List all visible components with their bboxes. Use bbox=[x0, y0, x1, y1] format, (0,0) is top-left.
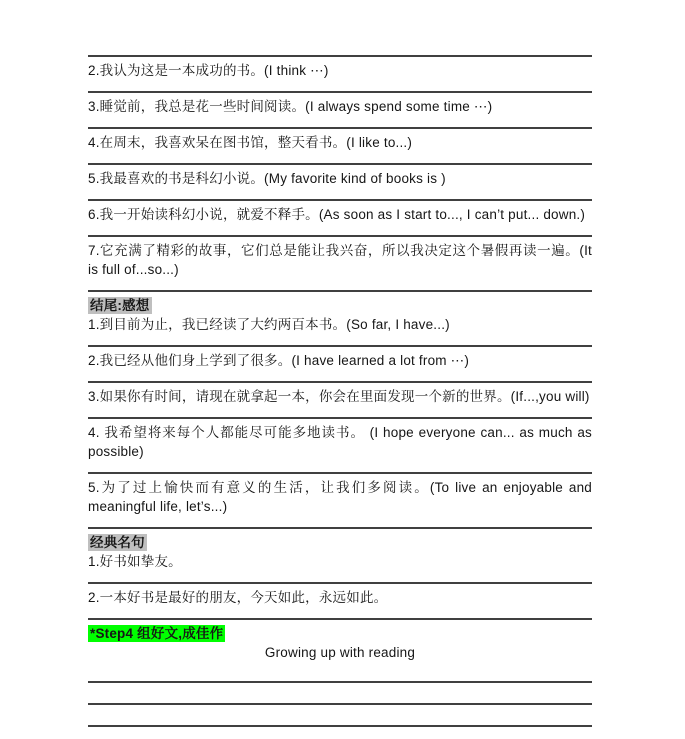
worksheet-content bbox=[88, 55, 592, 739]
horizontal-rule bbox=[88, 127, 592, 129]
section-header: 经典名句 bbox=[90, 535, 145, 550]
horizontal-rule bbox=[88, 703, 592, 705]
horizontal-rule bbox=[88, 725, 592, 727]
horizontal-rule bbox=[88, 55, 592, 57]
worksheet-row bbox=[88, 472, 592, 527]
sentence-text: 2.我已经从他们身上学到了很多。(I have learned a lot from ⋯) bbox=[88, 353, 470, 368]
blank-writing-row bbox=[88, 703, 592, 725]
worksheet-row bbox=[88, 235, 592, 290]
section-header: 结尾:感想 bbox=[90, 298, 150, 313]
horizontal-rule bbox=[88, 417, 592, 419]
sentence-text: 3.如果你有时间，请现在就拿起一本，你会在里面发现一个新的世界。(If...,you will) bbox=[88, 389, 590, 404]
horizontal-rule bbox=[88, 199, 592, 201]
horizontal-rule bbox=[88, 618, 592, 620]
worksheet-row bbox=[88, 582, 592, 618]
blank-writing-row bbox=[88, 725, 592, 739]
worksheet-row bbox=[88, 527, 592, 582]
worksheet-row bbox=[88, 91, 592, 127]
sentence-text: 1.好书如挚友。 bbox=[88, 554, 182, 569]
horizontal-rule bbox=[88, 235, 592, 237]
sentence-text: 4. 我希望将来每个人都能尽可能多地读书。 (I hope everyone can... as much as possible) bbox=[88, 425, 592, 459]
essay-title: Growing up with reading bbox=[264, 645, 416, 660]
sentence-text: 2.我认为这是一本成功的书。(I think ⋯) bbox=[88, 63, 329, 78]
worksheet-row bbox=[88, 381, 592, 417]
sentence-text: 5.我最喜欢的书是科幻小说。(My favorite kind of books is ) bbox=[88, 171, 446, 186]
header-line bbox=[88, 624, 592, 643]
sentence-text: 1.到目前为止，我已经读了大约两百本书。(So far, I have...) bbox=[88, 317, 450, 332]
horizontal-rule bbox=[88, 472, 592, 474]
worksheet-row bbox=[88, 55, 592, 91]
sentence-text: 6.我一开始读科幻小说，就爱不释手。(As soon as I start to..., I can’t put... down.) bbox=[88, 207, 586, 222]
header-line bbox=[88, 296, 592, 315]
worksheet-row bbox=[88, 127, 592, 163]
horizontal-rule bbox=[88, 345, 592, 347]
worksheet-row bbox=[88, 290, 592, 345]
horizontal-rule bbox=[88, 91, 592, 93]
horizontal-rule bbox=[88, 527, 592, 529]
worksheet-row bbox=[88, 345, 592, 381]
horizontal-rule bbox=[88, 381, 592, 383]
sentence-text: 3.睡觉前，我总是花一些时间阅读。(I always spend some time ⋯) bbox=[88, 99, 493, 114]
sentence-text: 4.在周末，我喜欢呆在图书馆，整天看书。(I like to...) bbox=[88, 135, 413, 150]
horizontal-rule bbox=[88, 290, 592, 292]
worksheet-row bbox=[88, 618, 592, 681]
step-header: *Step4 组好文,成佳作 bbox=[90, 626, 224, 641]
horizontal-rule bbox=[88, 681, 592, 683]
blank-writing-row bbox=[88, 681, 592, 703]
sentence-text: 7.它充满了精彩的故事，它们总是能让我兴奋，所以我决定这个暑假再读一遍。(It is full of...so...) bbox=[88, 243, 592, 277]
horizontal-rule bbox=[88, 163, 592, 165]
worksheet-row bbox=[88, 163, 592, 199]
worksheet-row bbox=[88, 199, 592, 235]
sentence-text: 2.一本好书是最好的朋友，今天如此，永远如此。 bbox=[88, 590, 388, 605]
horizontal-rule bbox=[88, 582, 592, 584]
header-line bbox=[88, 533, 592, 552]
sentence-text: 5.为了过上愉快而有意义的生活，让我们多阅读。(To live an enjoyable and meaningful life, let’s...) bbox=[88, 480, 592, 514]
worksheet-row bbox=[88, 417, 592, 472]
